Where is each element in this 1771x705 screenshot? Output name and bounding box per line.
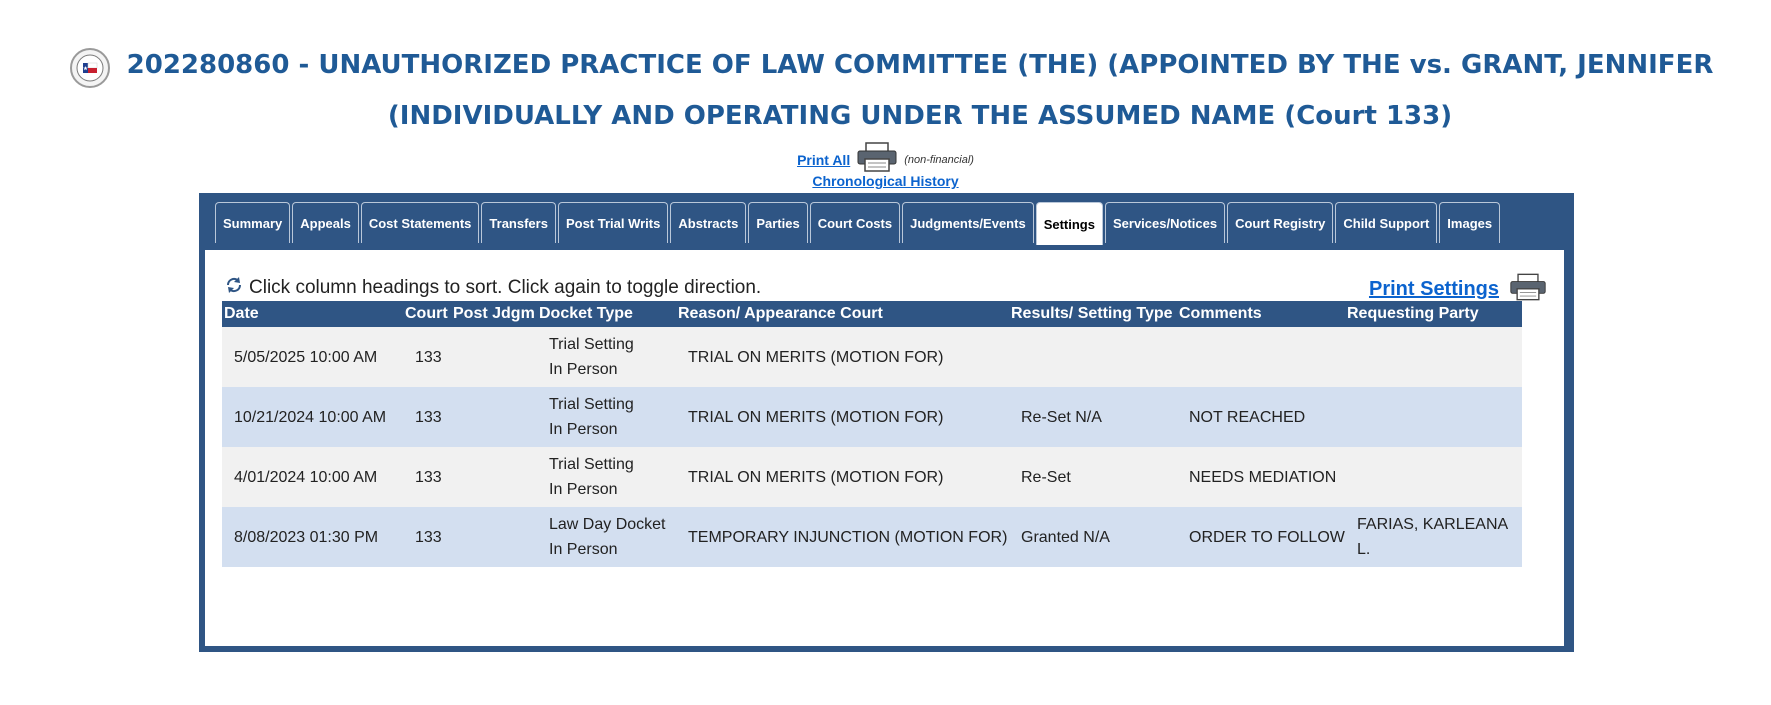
cell-post-jdgm	[451, 447, 537, 507]
cell-reason: TRIAL ON MERITS (MOTION FOR)	[676, 447, 1009, 507]
tab-services-notices[interactable]: Services/Notices	[1105, 202, 1225, 243]
tab-parties[interactable]: Parties	[748, 202, 807, 243]
cell-docket-type	[537, 507, 676, 567]
cell-court: 133	[403, 327, 451, 387]
appearance-text: In Person	[549, 481, 618, 498]
chronological-history-row	[0, 173, 1771, 189]
sort-hint-text: Click column headings to sort. Click again to toggle direction.	[249, 276, 762, 298]
print-settings-link[interactable]: Print Settings	[1368, 278, 1499, 300]
cell-reason: TRIAL ON MERITS (MOTION FOR)	[676, 387, 1009, 447]
settings-panel	[205, 250, 1564, 646]
tab-images[interactable]: Images	[1439, 202, 1500, 243]
cell-requesting-party	[1345, 387, 1522, 447]
table-row	[222, 327, 1522, 387]
sort-hint	[225, 276, 761, 299]
print-all-link[interactable]: Print All	[797, 151, 851, 168]
table-row	[222, 507, 1522, 567]
tab-post-trial-writs[interactable]: Post Trial Writs	[558, 202, 668, 243]
refresh-sort-icon	[225, 276, 243, 299]
cell-date: 5/05/2025 10:00 AM	[222, 327, 403, 387]
cell-docket-type	[537, 447, 676, 507]
cell-court: 133	[403, 507, 451, 567]
tab-settings[interactable]: Settings	[1036, 202, 1103, 245]
column-header-date[interactable]: Date	[222, 301, 403, 327]
table-row	[222, 447, 1522, 507]
column-header-docket-type[interactable]: Docket Type	[537, 301, 676, 327]
column-header-court[interactable]: Court	[403, 301, 451, 327]
column-header-requesting-party[interactable]: Requesting Party	[1345, 301, 1522, 327]
cell-docket-type	[537, 327, 676, 387]
cell-comments: ORDER TO FOLLOW	[1177, 507, 1345, 567]
non-financial-note: (non-financial)	[904, 153, 974, 166]
column-header-reason[interactable]: Reason/ Appearance Court	[676, 301, 1009, 327]
print-all-bar	[0, 142, 1771, 177]
column-header-results[interactable]: Results/ Setting Type	[1009, 301, 1177, 327]
cell-date: 8/08/2023 01:30 PM	[222, 507, 403, 567]
appearance-text: In Person	[549, 421, 618, 438]
tab-court-registry[interactable]: Court Registry	[1227, 202, 1333, 243]
case-title-line2: (INDIVIDUALLY AND OPERATING UNDER THE ASSUMED NAME (Court 133)	[387, 101, 1453, 131]
cell-requesting-party: FARIAS, KARLEANA L.	[1345, 507, 1522, 567]
cell-comments	[1177, 327, 1345, 387]
tab-summary[interactable]: Summary	[215, 202, 290, 243]
chronological-history-link[interactable]: Chronological History	[812, 173, 959, 189]
cell-reason: TEMPORARY INJUNCTION (MOTION FOR)	[676, 507, 1009, 567]
cell-results	[1009, 327, 1177, 387]
docket-type-text: Law Day Docket	[549, 516, 666, 533]
case-details-frame	[199, 193, 1574, 652]
tab-court-costs[interactable]: Court Costs	[810, 202, 900, 243]
tab-appeals[interactable]: Appeals	[292, 202, 359, 243]
cell-results: Re-Set N/A	[1009, 387, 1177, 447]
cell-date: 10/21/2024 10:00 AM	[222, 387, 403, 447]
tab-abstracts[interactable]: Abstracts	[670, 202, 746, 243]
case-title-line1: 202280860 - UNAUTHORIZED PRACTICE OF LAW COMMITTEE (THE) (APPOINTED BY THE vs. GRANT, JENNIFER	[126, 50, 1714, 80]
docket-type-text: Trial Setting	[549, 396, 634, 413]
column-header-post-jdgm[interactable]: Post Jdgm	[451, 301, 537, 327]
case-title	[120, 40, 1720, 142]
tab-child-support[interactable]: Child Support	[1335, 202, 1437, 243]
settings-table	[222, 301, 1522, 567]
cell-date: 4/01/2024 10:00 AM	[222, 447, 403, 507]
cell-court: 133	[403, 447, 451, 507]
docket-type-text: Trial Setting	[549, 456, 634, 473]
tab-cost-statements[interactable]: Cost Statements	[361, 202, 480, 243]
cell-results: Granted N/A	[1009, 507, 1177, 567]
docket-type-text: Trial Setting	[549, 336, 634, 353]
table-row	[222, 387, 1522, 447]
cell-reason: TRIAL ON MERITS (MOTION FOR)	[676, 327, 1009, 387]
cell-comments: NEEDS MEDIATION	[1177, 447, 1345, 507]
cell-docket-type	[537, 387, 676, 447]
tab-judgments-events[interactable]: Judgments/Events	[902, 202, 1034, 243]
cell-post-jdgm	[451, 387, 537, 447]
appearance-text: In Person	[549, 361, 618, 378]
district-clerk-seal-icon	[70, 48, 110, 88]
cell-court: 133	[403, 387, 451, 447]
appearance-text: In Person	[549, 541, 618, 558]
cell-requesting-party	[1345, 447, 1522, 507]
cell-results: Re-Set	[1009, 447, 1177, 507]
cell-post-jdgm	[451, 507, 537, 567]
cell-post-jdgm	[451, 327, 537, 387]
table-header-row	[222, 301, 1522, 327]
printer-icon[interactable]	[856, 142, 898, 177]
case-tabs	[215, 202, 1500, 245]
cell-comments: NOT REACHED	[1177, 387, 1345, 447]
column-header-comments[interactable]: Comments	[1177, 301, 1345, 327]
cell-requesting-party	[1345, 327, 1522, 387]
tab-transfers[interactable]: Transfers	[481, 202, 556, 243]
